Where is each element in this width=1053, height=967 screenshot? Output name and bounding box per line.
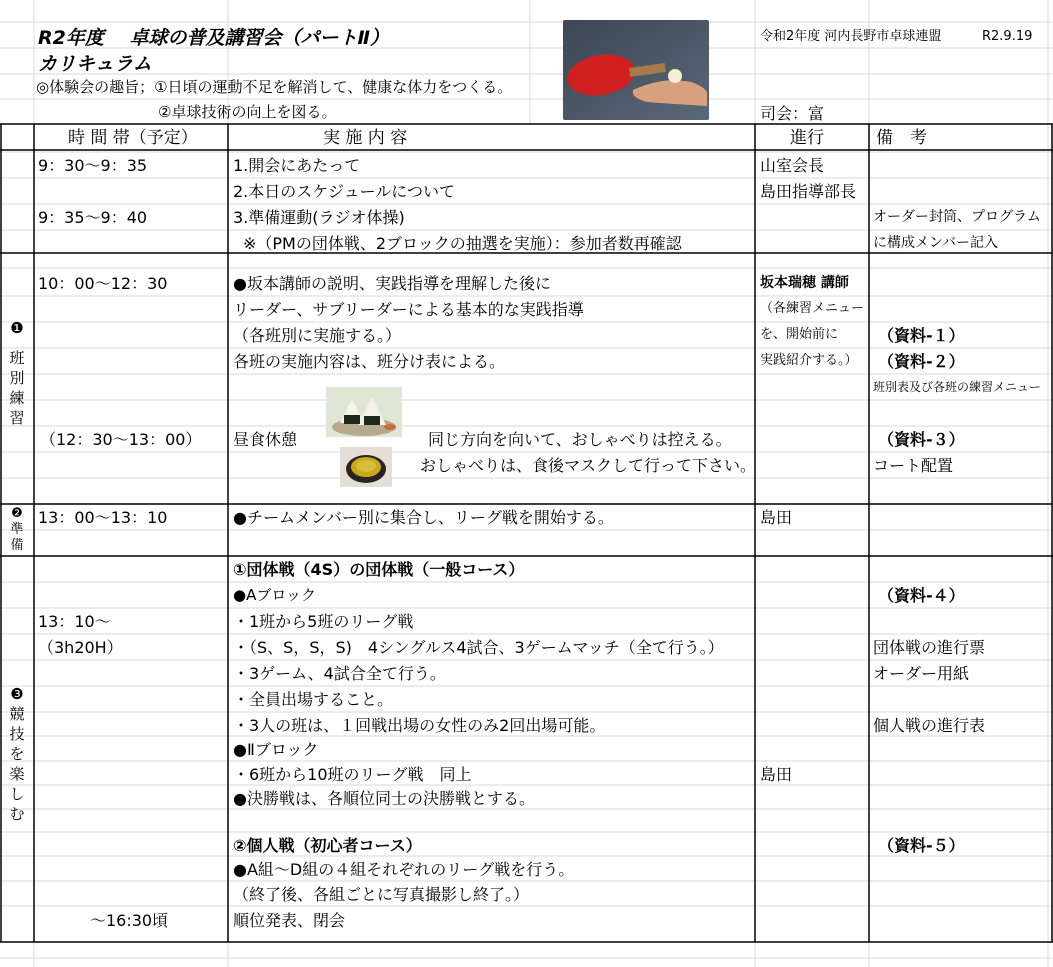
content-cell: ※（PMの団体戦、2ブロックの抽選を実施）：参加者数再確認 [243,234,682,253]
section-label-practice: ❶ 班 別 練 習 [9,319,25,427]
time-cell: 13：00～13：10 [38,508,168,527]
notes-cell: オーダー用紙 [873,664,970,683]
content-cell: ・（S、S，S，S) 4シングルス4試合、3ゲームマッチ（全て行う。） [233,638,724,657]
reference-material-4: （資料-４） [878,586,965,605]
section-label-preparation: ❷ 準 備 [10,506,24,553]
lead-cell: 島田 [760,765,793,784]
content-cell: ・1班から5班のリーグ戦 [233,612,414,631]
lead-cell: 島田 [760,508,793,527]
notes-cell: オーダー封筒、プログラム [873,209,1041,225]
content-cell: ●Ⅱブロック [233,740,319,759]
lead-cell: を、開始前に [760,327,839,342]
content-cell: 昼食休憩 [233,430,298,449]
content-cell: 同じ方向を向いて、おしゃべりは控える。 [428,430,732,449]
notes-cell: 団体戦の進行票 [873,638,986,657]
lead-cell: 坂本瑞穂 講師 [760,275,849,291]
column-header-notes: 備 考 [876,128,927,148]
notes-cell: に構成メンバー記入 [873,235,999,251]
purpose-line-1: ◎体験会の趣旨；①日頃の運動不足を解消して、健康な体力をつくる。 [36,78,513,96]
purpose-line-2: ②卓球技術の向上を図る。 [158,103,337,121]
reference-material-1: （資料-１） [878,326,965,345]
time-cell: 10：00～12：30 [38,274,168,293]
document-date: R2.9.19 [982,29,1033,44]
content-cell: ●坂本講師の説明、実践指導を理解した後に [233,274,551,293]
green-tea-photo [340,447,392,487]
table-tennis-photo [563,20,709,120]
organization-name: 令和2年度 河内長野市卓球連盟 [760,29,942,44]
notes-cell: 班別表及び各班の練習メニュー [873,380,1042,394]
content-cell: リーダー、サブリーダーによる基本的な実践指導 [233,300,584,319]
content-cell: ・3ゲーム、4試合全て行う。 [233,664,446,683]
time-cell: （3h20H） [38,638,123,657]
reference-material-3: （資料-３） [878,430,965,449]
time-cell: 13：10～ [38,612,111,631]
content-cell: 2.本日のスケジュールについて [233,182,455,201]
content-cell: ●チームメンバー別に集合し、リーグ戦を開始する。 [233,508,614,527]
section-label-competition: ❸ 競 技 を 楽 し む [9,685,25,823]
content-cell: （終了後、各組ごとに写真撮影し終了。） [233,885,530,904]
content-cell: 1.開会にあたって [233,156,361,175]
reference-material-5: （資料-５） [878,836,965,855]
lead-cell: 実践紹介する。） [760,353,858,368]
lead-cell: 島田指導部長 [760,182,857,201]
page-subtitle: カリキュラム [38,53,152,75]
content-cell: ②個人戦（初心者コース） [233,836,422,855]
lead-cell: （各練習メニュー [760,301,865,316]
content-cell: 各班の実施内容は、班分け表による。 [233,352,506,371]
lead-cell: 山室会長 [760,156,825,175]
time-cell: （12：30～13：00） [40,430,202,449]
content-cell: ①団体戦（4S）の団体戦（一般コース） [233,560,525,579]
page-title: R2年度 卓球の普及講習会（パートⅡ） [38,27,389,49]
notes-cell: コート配置 [873,456,954,475]
time-cell: 9：30～9：35 [38,156,148,175]
mc-name: 司会：富 [760,104,825,123]
content-cell: ●A組～D組の４組それぞれのリーグ戦を行う。 [233,860,575,879]
time-cell: ～16:30頃 [90,911,169,930]
column-header-content: 実 施 内 容 [323,128,408,148]
content-cell: ・3人の班は、１回戦出場の女性のみ2回出場可能。 [233,716,606,735]
column-header-lead: 進行 [790,128,824,148]
reference-material-2: （資料-２） [878,352,965,371]
content-cell: ・6班から10班のリーグ戦 同上 [233,765,472,784]
notes-cell: 個人戦の進行表 [873,716,986,735]
content-cell: 3.準備運動(ラジオ体操) [233,208,405,227]
content-cell: 順位発表、閉会 [233,911,346,930]
content-cell: ●決勝戦は、各順位同士の決勝戦とする。 [233,789,535,808]
content-cell: おしゃべりは、食後マスクして行って下さい。 [420,456,757,475]
content-cell: ●Aブロック [233,586,317,604]
rice-ball-photo [326,387,402,437]
time-cell: 9：35～9：40 [38,208,148,227]
content-cell: ・全員出場すること。 [233,690,394,709]
content-cell: （各班別に実施する。） [233,326,402,345]
column-header-time: 時 間 帯（予定） [68,128,198,148]
